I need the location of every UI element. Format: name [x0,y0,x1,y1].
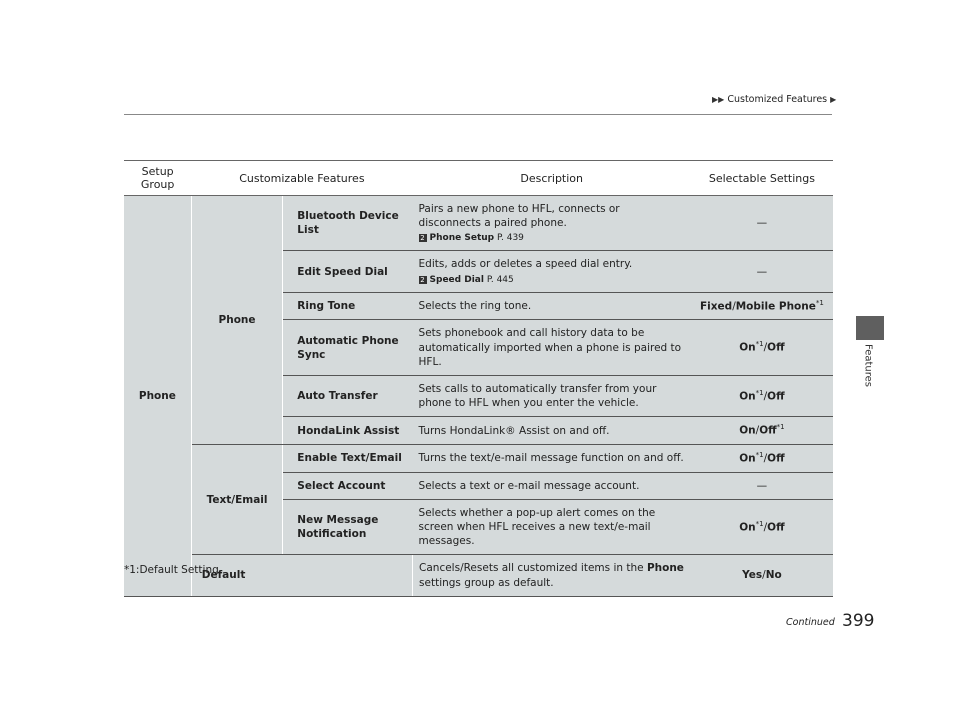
reference-arrow-icon: 2 [420,234,425,243]
feature-description: Sets calls to automatically transfer from your phone to HFL when you enter the vehicle. [413,375,691,416]
feature-settings: — [691,472,833,499]
feature-description [413,196,691,251]
table-row [124,555,833,596]
page-number: 399 [842,611,875,631]
feature-settings: Fixed/Mobile Phone$^{*1}$ [691,292,833,320]
feature-name: Enable Text/Email [283,445,413,473]
default-feature: Default [191,555,412,596]
continued-label: Continued [786,617,835,628]
feature-name: New Message Notification [283,499,413,555]
header-customizable-features: Customizable Features [191,161,412,196]
feature-settings: — [691,196,833,251]
footnote: *1:Default Setting [124,564,219,576]
feature-name: Bluetooth Device List [283,196,413,251]
feature-description: Selects a text or e-mail message account. [413,472,691,499]
reference-label: Phone Setup [429,233,495,244]
reference-arrow-icon: 2 [420,275,425,284]
header-rule [124,114,832,115]
feature-settings: Yes/No [691,555,833,596]
feature-settings: On$^{*1}$/Off [691,375,833,416]
feature-description: Turns the text/e-mail message function on and off. [413,445,691,473]
subgroup-text-email: Text/Email [191,445,283,555]
breadcrumb [712,94,836,105]
feature-settings: On$^{*1}$/Off [691,499,833,555]
group-cell: Phone [124,196,191,597]
header-setup-group: Setup Group [124,161,191,196]
feature-settings: On/Off$^{*1}$ [691,417,833,445]
section-tab-label: Features [862,344,874,387]
feature-description: Turns HondaLink® Assist on and off. [413,417,691,445]
feature-name: Ring Tone [283,292,413,320]
feature-description [413,251,691,292]
double-triangle-icon: ▶▶ [712,95,725,104]
triangle-icon: ▶ [830,95,837,104]
section-tab [856,316,884,340]
feature-description: Cancels/Resets all customized items in the Phone settings group as default. [413,555,691,596]
page-reference [419,232,685,244]
feature-name: Automatic Phone Sync [283,320,413,376]
page-reference [419,274,685,286]
reference-label: Speed Dial [429,274,484,285]
feature-settings: On$^{*1}$/Off [691,445,833,473]
table-header-row [124,161,833,196]
reference-page: P. 445 [486,274,514,285]
breadcrumb-label: Customized Features [727,94,828,105]
reference-page: P. 439 [496,233,524,244]
description-text: Pairs a new phone to HFL, connects or disconnects a paired phone. [418,203,620,230]
feature-name: Auto Transfer [283,375,413,416]
settings-table [124,160,833,597]
feature-settings: On$^{*1}$/Off [691,320,833,376]
feature-name: HondaLink Assist [283,417,413,445]
feature-name: Edit Speed Dial [283,251,413,292]
feature-description: Selects the ring tone. [413,292,691,320]
table-row [124,196,833,251]
subgroup-phone: Phone [191,196,283,445]
feature-description: Selects whether a pop-up alert comes on the screen when HFL receives a new text/e-mail messages. [413,499,691,555]
header-description: Description [413,161,691,196]
feature-name: Select Account [283,472,413,499]
header-selectable-settings: Selectable Settings [691,161,833,196]
feature-settings: — [691,251,833,292]
description-text: Edits, adds or deletes a speed dial entry. [418,258,633,271]
table-row [124,445,833,473]
feature-description: Sets phonebook and call history data to be automatically imported when a phone is paired to HFL. [413,320,691,376]
